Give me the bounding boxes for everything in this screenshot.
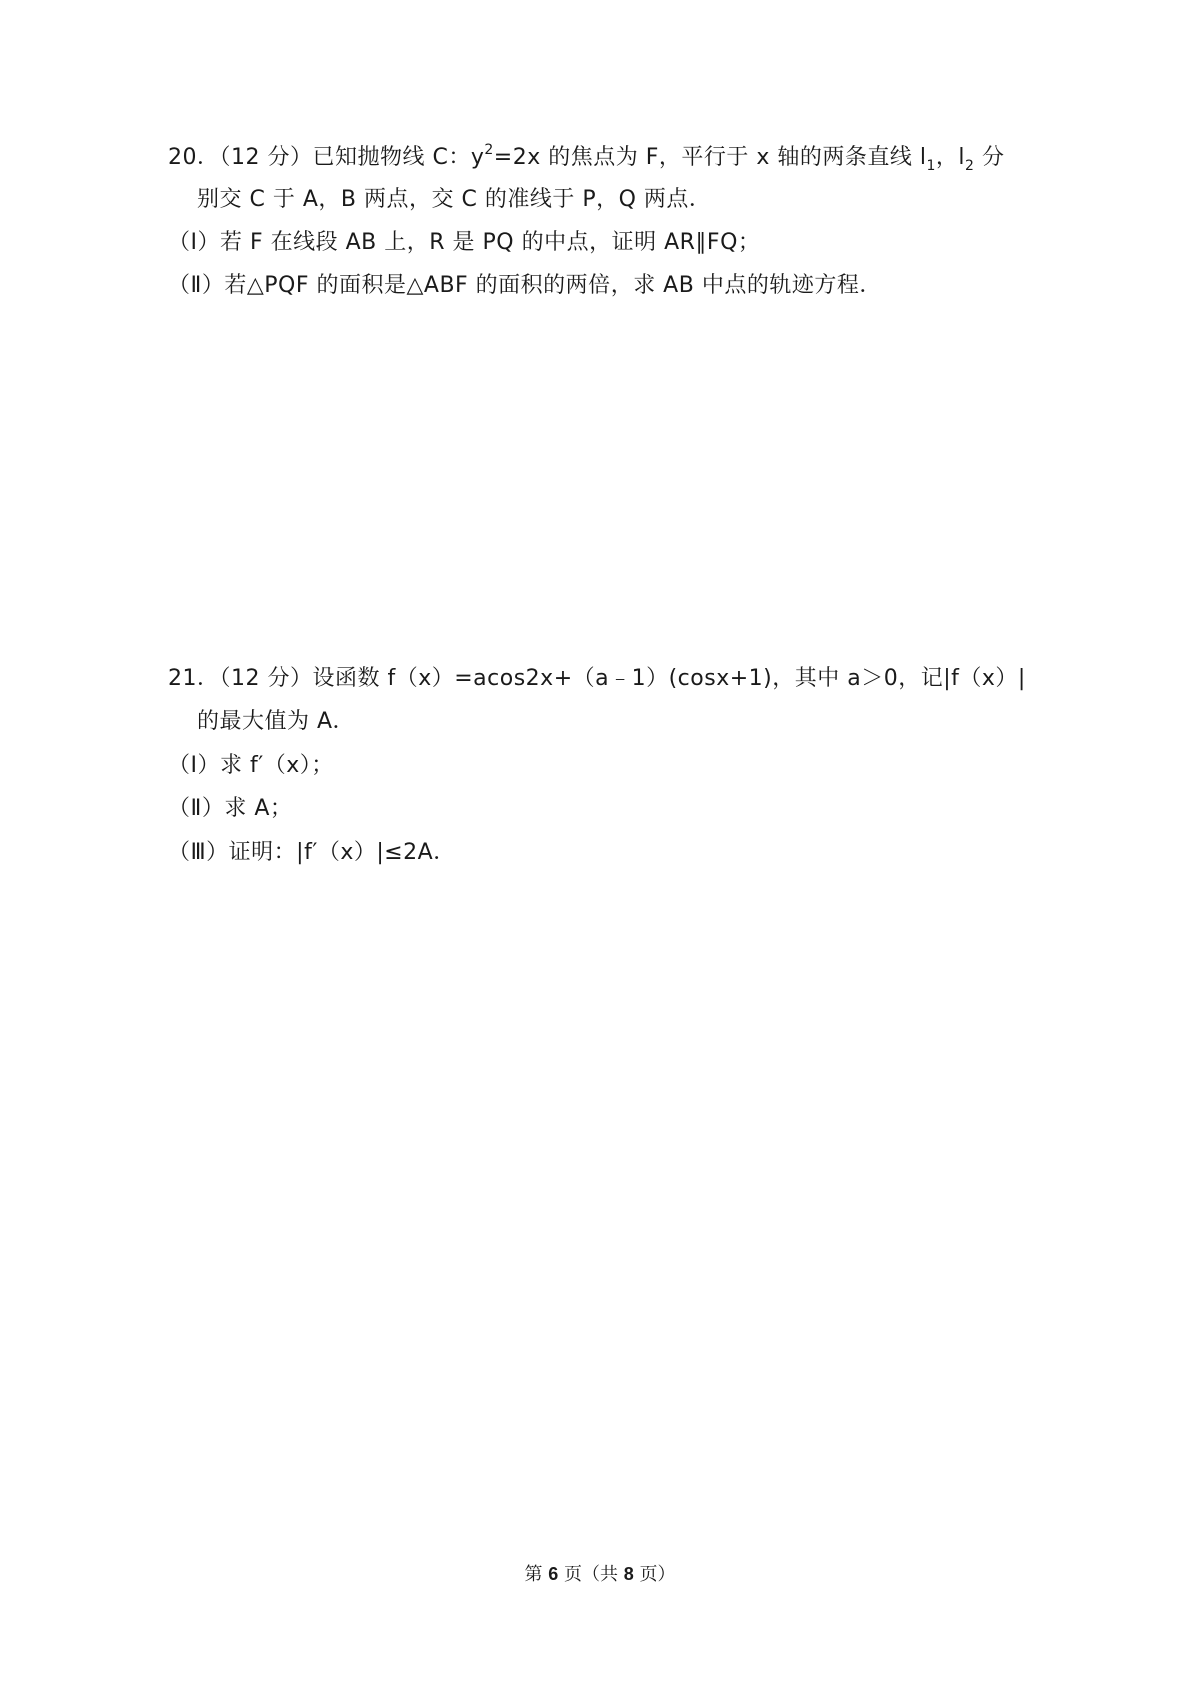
q20-text-d: 分 [974,145,1005,170]
q20-text-b: =2x 的焦点为 F，平行于 x 轴的两条直线 l [493,145,927,170]
footer-total-pages: 8 [623,1564,634,1584]
q21-part-3: （Ⅲ）证明：|f′（x）|≤2A． [168,840,456,865]
q20-part-2: （Ⅱ）若△PQF 的面积是△ABF 的面积的两倍，求 AB 中点的轨迹方程． [168,273,882,298]
q21-stem-line2: 的最大值为 A． [197,709,356,734]
q21-part-1: （Ⅰ）求 f′（x）； [168,753,334,778]
q20-subscript-1: 1 [926,158,936,174]
q20-subscript-2: 2 [965,158,975,174]
page-footer [0,1562,1200,1587]
q20-exponent: 2 [484,142,494,158]
footer-prefix: 第 [524,1564,549,1585]
q20-text-a: 20．（12 分）已知抛物线 C：y [168,145,485,170]
q20-text-c: ，l [935,145,966,170]
footer-middle: 页（共 [558,1564,624,1585]
q21-part-2: （Ⅱ）求 A； [168,796,293,821]
q20-stem-line1 [168,143,1004,173]
q20-part-1: （Ⅰ）若 F 在线段 AB 上，R 是 PQ 的中点，证明 AR∥FQ； [168,230,761,255]
footer-suffix: 页） [633,1564,676,1585]
q20-stem-line2: 别交 C 于 A，B 两点，交 C 的准线于 P，Q 两点． [197,187,712,212]
footer-page-number: 6 [548,1564,559,1584]
q21-stem-line1: 21．（12 分）设函数 f（x）=acos2x+（a﹣1）(cosx+1)，其中 a＞0，记|f（x）| [168,666,1026,691]
